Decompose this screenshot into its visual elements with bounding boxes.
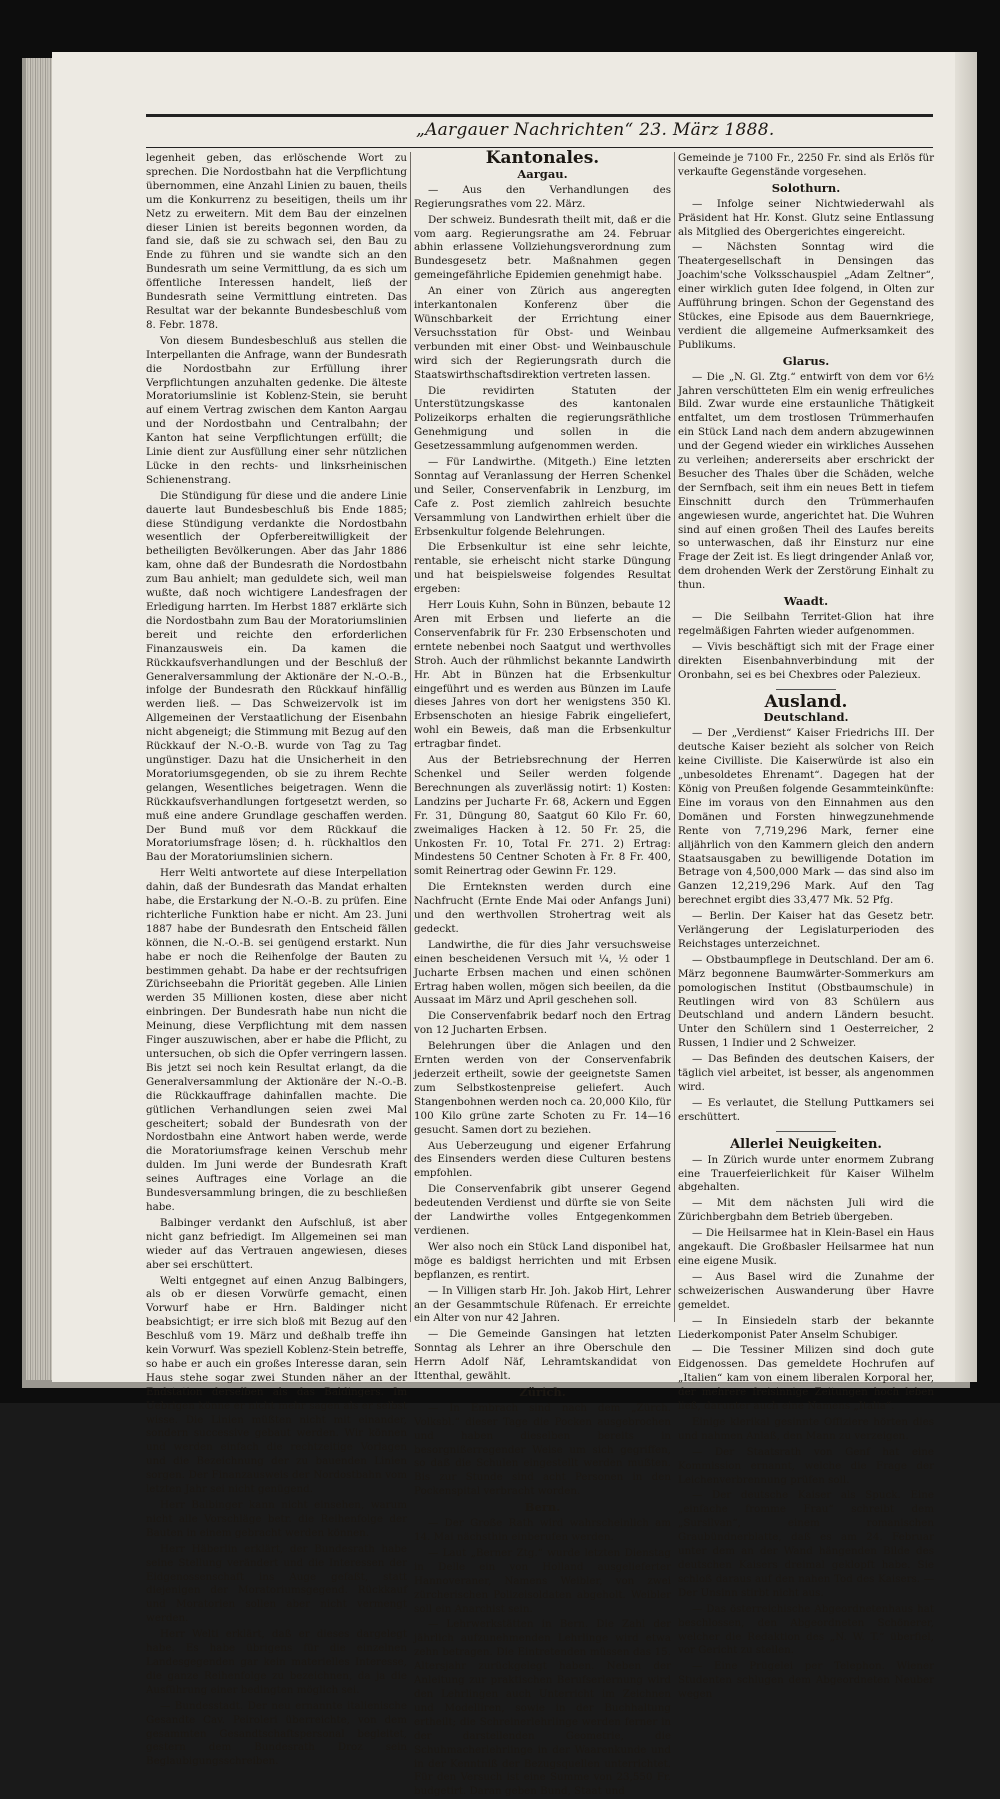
paragraph: — Der „Verdienst“ Kaiser Friedrichs III. Der deutsche Kaiser bezieht als solcher von Reich keine Civilliste. Die Kaiserwürde ist also ein „unbesoldetes Ehrenamt“. Dagegen hat der König von Preußen folgende Gesammteinkünfte: Eine im voraus von den Einnahmen aus den Domänen und Forsten hinwegzunehmende Rente von 7,719,296 Mark, ferner eine alljährlich von den Kammern gleich den andern Staatsausgaben zu bewilligende Dotation im Betrage von 4,500,000 Mark — das sind also im Ganzen 12,219,296 Mark. Auf den Tag berechnet ergibt dies 33,477 Mk. 52 Pfg. [678, 727, 934, 907]
section-heading-kantonales: Kantonales. [485, 148, 600, 168]
paragraph: — Laut „Berner Ztg.“ wurde letzten Dienstag in Delle ein von Holland ausgelieferter Hannoveraner, Namens Weibler, von zwei zürcherischen Polizeisoldaten abgeholt. Weibler soll ein Anarchist sein. [414, 1546, 671, 1615]
paragraph: Der schweiz. Bundesrath theilt mit, daß er die vom aarg. Regierungsrathe am 24. Februar abhin erlassene Vollziehungsverordnung zum Bundesgesetz betr. Maßnahmen gegen gemeingefährliche Epidemien genehmigt habe. [414, 213, 671, 282]
section-heading-ausland: Ausland. [764, 691, 848, 712]
paragraph: — Infolge seiner Nichtwiederwahl als Präsident hat Hr. Konst. Glutz seine Entlassung als Mitglied des Obergerichtes eingereicht. [678, 197, 934, 238]
paragraph: Die revidirten Statuten der Unterstützungskasse des kantonalen Polizeikorps erhalten die regierungsräthliche Genehmigung und sollen in die Gesetzessammlung aufgenommen werden. [414, 384, 671, 453]
page-right-edge [955, 52, 977, 1382]
subheading-zurich: Zürich. [519, 1384, 566, 1399]
paragraph: — Obstbaumpflege in Deutschland. Der am 6. März begonnene Baumwärter-Sommerkurs am pomologischen Institut (Obstbaumschule) in Reutlingen wird von 83 Schülern aus Deutschland und andern Ländern besucht. Unter den Schülern sind 1 Oesterreicher, 2 Russen, 1 Indier und 2 Schweizer. [678, 953, 934, 1050]
paragraph: — Das Befinden des deutschen Kaisers, der täglich viel arbeitet, ist besser, als angenommen wird. [678, 1053, 934, 1093]
column-3 [678, 152, 934, 1701]
subheading-solothurn: Solothurn. [771, 180, 841, 195]
subheading-aargau: Aargau. [517, 166, 568, 181]
paragraph: — Die Heilsarmee hat in Klein-Basel ein Haus angekauft. Die Großbasler Heilsarmee hat nun eine eigene Musik. [678, 1227, 934, 1267]
paragraph: Die Ernteknsten werden durch eine Nachfrucht (Ernte Ende Mai oder Anfangs Juni) und den werthvollen Strohertrag weit als gedeckt. [414, 881, 671, 935]
paragraph: Die Conservenfabrik bedarf noch den Ertrag von 12 Jucharten Erbsen. [414, 1010, 671, 1037]
paragraph: — Der Große Rath wird wahrscheinlich am 14. Mai nächsthin einberufen werden. [414, 1517, 671, 1543]
page-title: „Aargauer Nachrichten“ 23. März 1888. [416, 120, 775, 140]
paragraph: Einige klerikal gesinnte Offiziere hörten dies und nahmen Anlaß, den Mann zu verzeigen. [678, 1415, 934, 1442]
paragraph: — Nächsten Sonntag wird die Theatergesellschaft in Densingen das Joachim'sche Volksschauspiel „Adam Zeltner“, einer wirklich guten Idee folgend, in Olten zur Aufführung bringen. Schon der Gegenstand des Stückes, eine Episode aus dem Bauernkriege, verdient die allgemeine Aufmerksamkeit des Publikums. [678, 241, 934, 351]
paragraph: — Der deutsche Kaiser als Spuck. Eine „einfache fromme Frau“ schreibt dem „Sursilvan“, einem romanischen Graubündnerblatte, daß es am 24. Februar unter dem an der Wand hängenden Bilde des deutschen Kaisers dreimal geklopft habe. Sie schloß daraus auf den nahen Tod des Kaisers. — Der Unsinn stirbt nicht aus. [678, 1489, 934, 1599]
column-1 [146, 152, 407, 1768]
paragraph: — Aus Basel wird die Zunahme der schweizerischen Auswanderung über Havre gemeldet. [678, 1270, 934, 1311]
paragraph: — Die „N. Gl. Ztg.“ entwirft von dem vor 6½ Jahren verschütteten Elm ein wenig erfreuliches Bild. Zwar wurde eine erstaunliche Thätigkeit entfaltet, um dem trostlosen Trümmerhaufen ein Stück Land nach dem andern abzugewinnen und der Gegend wieder ein wirkliches Aussehen zu verleihen; andererseits aber erschrickt der Besucher des Thales über die Schäden, welche der Sernfbach, seit ihm ein neues Bett in tiefem Einschnitt durch den Trümmerhaufen angewiesen wurde, angerichtet hat. Die Wuhren sind auf einen großen Theil des Laufes bereits so unterwaschen, daß ihr Einsturz nur eine Frage der Zeit ist. Es liegt dringender Anlaß vor, dem drohenden Werk der Zerstörung Einhalt zu thun. [678, 370, 934, 592]
paragraph: — Bundesstadt. Der neu ernannte italienische Gesandte Cav. Peiroleri überreichte, von dem gesammten Gesandtschaftspersonal begleitet, gestern dem Bundesrath Droz sein Beglaubigungsschreiben. [146, 1699, 407, 1768]
paragraph: — Die Tessiner Milizen sind doch gute Eidgenossen. Das gemeldete Hochrufen auf „Italien“ kam von einem liberalen Korporal her, der mehrere freisinnige Zeitungen hoch leben ließ, darunter auch eine Namens „Italia“. [678, 1344, 934, 1413]
page-header [146, 114, 933, 148]
paragraph: — Die Seilbahn Territet-Glion hat ihre regelmäßigen Fahrten wieder aufgenommen. [678, 611, 934, 637]
paragraph: Gemeinde je 7100 Fr., 2250 Fr. sind als Erlös für verkaufte Gegenstände vorgesehen. [678, 152, 934, 178]
paragraph: Herr Häberlin erklärt, der Bundesrath habe seine Stellung verändert und die Interessen der Eidgenossenschaft ins Auge gefaßt, statt diejenigen der Moratoriumsgegend. Rückkauf und Moratorien sollen aber nicht vermengt werden. [146, 1542, 407, 1625]
column-2 [414, 148, 671, 1798]
paragraph: Herr Welti antwortete auf diese Interpellation dahin, daß der Bundesrath das Mandat erhalten habe, die Erstarkung der N.-O.-B. zu prüfen. Eine richterliche Funktion habe er nicht. Am 23. Juni 1887 habe der Bundesrath den Entscheid fällen können, die N.-O.-B. sei genügend erstarkt. Nun habe er noch die Reihenfolge der Bauten zu bestimmen gehabt. Da habe er der rechtsufrigen Zürichseebahn die Priorität gegeben. Alle Linien werden 35 Millionen kosten, diese aber nicht einbringen. Der Bundesrath habe nun nicht die Meinung, diese Verpflichtung mit dem nassen Finger auszuwischen, aber er habe die Pflicht, zu untersuchen, ob sich die Opfer verringern lassen. Bis jetzt sei noch kein Resultat erlangt, da die Generalversammlung der Aktionäre der N.-O.-B. die Rückkauffrage dahinfallen machte. Die gütlichen Verhandlungen seien zwei Mal gescheitert; sobald der Bundesrath von der Nordostbahn eine Antwort haben werde, werde die Moratoriumsfrage keinen Verschub mehr dulden. Im Juni werde der Bundesrath Kraft seines Auftrages eine Vorlage an die Bundesversammlung bringen, die zu beschließen habe. [146, 867, 407, 1213]
paragraph: Aus der Betriebsrechnung der Herren Schenkel und Seiler werden folgende Berechnungen als zuverlässig notirt: 1) Kosten: Landzins per Jucharte Fr. 68, Ackern und Eggen Fr. 31, Düngung 80, Saatgut 60 Kilo Fr. 60, zweimaliges Hacken à 12. 50 Fr. 25, die Unkosten Fr. 10, Total Fr. 271. 2) Ertrag: Mindestens 50 Centner Schoten à Fr. 8 Fr. 400, somit Reinertrag oder Gewinn Fr. 129. [414, 754, 671, 878]
paragraph: — Mit dem nächsten Juli wird die Zürichbergbahn dem Betrieb übergeben. [678, 1197, 934, 1224]
paragraph: Landwirthe, die für dies Jahr versuchsweise einen bescheidenen Versuch mit ¼, ½ oder 1 Jucharte Erbsen machen und einen schönen Ertrag haben wollen, mögen sich beeilen, da die Aussaat im März und April geschehen soll. [414, 938, 671, 1007]
paragraph: — Lehrwerkstätten in Bern. Die Zahl der jährlich aufzunehmenden Lehrlinge wird etwa zehn betragen. Die Eintretenden müssen das 15. Altersjahr zurückgelegt haben. Neben der Anleitung zur praktischen Berufserlernung wird den Lehrlingen auch Unterricht im Zeichnen und Modelliren, sowie in der Buchhaltung ertheilt; die Schreinerlehrlinge werden ferner in der darstellenden Geometrie, die Schuhmacherlehrlinge in der Waarenkunde und in der Kenntniß der Bezugsquellen unterrichtet. Für den Versuch ist eine Summe von 23,550 Fr. budgetirt. Daran geben Bund, Staat und [414, 1618, 671, 1798]
paragraph: Belehrungen über die Anlagen und den Ernten werden von der Conservenfabrik jederzeit ertheilt, sowie der geeignetste Samen zum Selbstkostenpreise geliefert. Auch Stangenbohnen werden noch ca. 20,000 Kilo, für 100 Kilo grüne zarte Schoten zu Fr. 14—16 gesucht. Samen dort zu beziehen. [414, 1040, 671, 1136]
book-page-edges [26, 58, 54, 1380]
subheading-glarus: Glarus. [782, 353, 830, 368]
paragraph: legenheit geben, das erlöschende Wort zu sprechen. Die Nordostbahn hat die Verpflichtung übernommen, eine Anzahl Linien zu bauen, theils um die Konkurrenz zu beseitigen, theils um ihr Netz zu erweitern. Mit dem Bau der einzelnen dieser Linien ist bereits begonnen worden, da fand sie, daß sie zu schwach sei, den Bau zu Ende zu führen und sie wandte sich an den Bundesrath um seine Vermittlung, da es sich um öffentliche Interessen handelt, ließ der Bundesrath seine Vermittlung eintreten. Das Resultat war der bekannte Bundesbeschluß vom 8. Febr. 1878. [146, 152, 407, 331]
paragraph: — Die Gemeinde Gansingen hat letzten Sonntag als Lehrer an ihre Oberschule den Herrn Adolf Näf, Lehramtskandidat von Ittenthal, gewählt. [414, 1328, 671, 1383]
paragraph: Die Conservenfabrik gibt unserer Gegend bedeutenden Verdienst und dürfte sie von Seite der Landwirthe volles Entgegenkommen verdienen. [414, 1183, 671, 1237]
paragraph: — Für Landwirthe. (Mitgeth.) Eine letzten Sonntag auf Veranlassung der Herren Schenkel und Seiler, Conservenfabrik in Lenzburg, im Cafe z. Post ziemlich zahlreich besuchte Versammlung von Landwirthen erhielt über die Erbsenkultur folgende Belehrungen. [414, 456, 671, 538]
paragraph: An einer von Zürich aus angeregten interkantonalen Konferenz über die Wünschbarkeit der Errichtung einer Versuchsstation für Obst- und Weinbau verbunden mit einer Obst- und Weinbauschule wird sich der Regierungsrath durch die Staatswirthschaftsdirektion vertreten lassen. [414, 285, 671, 381]
separator-rule [776, 1131, 836, 1132]
paragraph: Die Erbsenkultur ist eine sehr leichte, rentable, sie erheischt nicht starke Düngung und hat beispielsweise folgendes Resultat ergeben: [414, 541, 671, 596]
paragraph: Von diesem Bundesbeschluß aus stellen die Interpellanten die Anfrage, wann der Bundesrath die Nordostbahn zur Erfüllung ihrer Verpflichtungen anzuhalten gedenke. Die älteste Moratoriumslinie ist Koblenz-Stein, sie beruht auf einem Vertrag zwischen dem Kanton Aargau und der Nordostbahn und Centralbahn; der Kanton hat seine Verpflichtungen erfüllt; die Linie dient zur Ausfüllung einer sehr nützlichen Lücke in den rechts- und linksrheinischen Schienenstrang. [146, 334, 407, 486]
paragraph: Wer also noch ein Stück Land disponibel hat, möge es baldigst herrichten und mit Erbsen bepflanzen, es rentirt. [414, 1240, 671, 1281]
paragraph: — In Zürich wurde unter enormem Zubrang eine Trauerfeierlichkeit für Kaiser Wilhelm abgehalten. [678, 1153, 934, 1194]
paragraph: Herr Louis Kuhn, Sohn in Bünzen, bebaute 12 Aren mit Erbsen und lieferte an die Conservenfabrik für Fr. 230 Erbsenschoten und erntete nebenbei noch Saatgut und werthvolles Stroh. Auch der rühmlichst bekannte Landwirth Hr. Abt in Bünzen hat die Erbsenkultur eingeführt und es werden aus Bünzen im Laufe dieses Jahres von dort her wenigstens 350 Kl. Erbsenschoten an hiesige Fabrik eingeliefert, wohl ein Beweis, daß man die Erbsenkultur ertragbar findet. [414, 599, 671, 751]
subheading-deutschland: Deutschland. [763, 710, 849, 725]
paragraph: — Berlin. Der Kaiser hat das Gesetz betr. Verlängerung der Legislaturperioden des Reichstages unterzeichnet. [678, 910, 934, 950]
subheading-bern: Bern. [524, 1500, 561, 1515]
paragraph: Aus Ueberzeugung und eigener Erfahrung des Einsenders werden diese Culturen bestens empfohlen. [414, 1139, 671, 1180]
paragraph: — Eine Prügelei per Telephon. Wiener Studenten schlugen dem Abgeordneten Neuber wegen [678, 1660, 934, 1701]
paragraph: — Es verlautet, die Stellung Puttkamers sei erschüttert. [678, 1096, 934, 1123]
column-rule-2 [674, 152, 675, 1322]
paragraph: — Der Staatsrath von Genf hat eine Kommission ernannt, welche die Frage der Leichenverbrennung prüfen soll. [678, 1445, 934, 1486]
section-heading-allerlei: Allerlei Neuigkeiten. [730, 1136, 882, 1152]
subheading-waadt: Waadt. [783, 594, 829, 609]
paragraph: — In Embrach sind nach dem „Zürch. Volksbl.“ dieser Tage die Pocken ausgebrochen und haben dieselben bereits in besorgnißerregender Weise um sich gegriffen, so daß die Schulen eingestellt werden mußten. Bis zur Stunde sind acht Personen in den Pockenspital verbracht worden. [414, 1401, 671, 1498]
paragraph: Herr Balbinger kann nicht einsehen, warum nicht alle Vorschläge betr. die Reihenfolge der Bauten in einem gebracht werden können. [146, 1499, 407, 1539]
paragraph: Welti entgegnet auf einen Anzug Balbingers, als ob er diesen Vorwürfe gemacht, einen Vorwurf habe er Hrn. Baldinger nicht beabsichtigt; er irre sich bloß mit Bezug auf den Beschluß vom 19. März und deßhalb treffe ihn kein Vorwurf. Was speziell Koblenz-Stein betreffe, so habe er auch ein großes Interesse daran, sein Haus stehe sogar zwei Stunden näher an der Endstation derselben als das Baldingers. Im Uebrigen könne er nicht mehr sagen als er selbst wisse. Die Linien müßten nicht mit einander, sondern successive gebaut werden. Wir können und werden einfach die rechtzeitige Vorlagen und die Bezeichnung der zu bauenden Linien sorgen. Der Finanzausweis der Nordostbahn vom letzten Jahr sei nicht genügend. [146, 1274, 407, 1496]
column-rule-1 [410, 152, 411, 1322]
separator-rule [776, 689, 836, 690]
paragraph: — Das österreichische Abgeordnetenhaus hat beschlossen, den Abgeordneten Schönerer, welcher die Redaktion des „N. W. T.“ überfiel, vor Gericht zu stellen. [678, 1602, 934, 1657]
paragraph: — In Einsiedeln starb der bekannte Liederkomponist Pater Anselm Schubiger. [678, 1314, 934, 1341]
paragraph: Balbinger verdankt den Aufschluß, ist aber nicht ganz befriedigt. Im Allgemeinen sei man wieder auf das Vertrauen angewiesen, dieses aber sei erschüttert. [146, 1216, 407, 1271]
paragraph: Herr Welti erklärt, daß er dieses dargelegt habe. Es habe übrigens für die einzelnen Landesgegenden gar kein materielles Interesse, die ganze Reihenfolge zu bezeichnen, da ja die Ausführung einer bedingten möglich sei. [146, 1628, 407, 1696]
paragraph: — Aus den Verhandlungen des Regierungsrathes vom 22. März. [414, 183, 671, 210]
paragraph: — Vivis beschäftigt sich mit der Frage einer direkten Eisenbahnverbindung mit der Oronbahn, sei es bei Chexbres oder Palezieux. [678, 640, 934, 681]
paragraph: Die Stündigung für diese und die andere Linie dauerte laut Bundesbeschluß bis Ende 1885; diese Stündigung verdankte die Nordostbahn wesentlich der Opferbereitwilligkeit der betheiligten Bevölkerungen. Aber das Jahr 1886 kam, ohne daß der Bundesrath die Nordostbahn zum Bau anhielt; man geduldete sich, weil man wußte, daß noch wichtigere Landesfragen der Erledigung harrten. Im Herbst 1887 erklärte sich die Nordostbahn zum Bau der Moratoriumslinien bereit und reichte den erforderlichen Finanzausweis ein. Da kamen die Rückkaufsverhandlungen und der Beschluß der Generalversammlung der Aktionäre der N.-O.-B., infolge der Bundesrath den Rückkauf hinfällig werden ließ. — Das Schweizervolk ist im Allgemeinen der Verstaatlichung der Eisenbahn nicht abgeneigt; die Stimmung mit Bezug auf den Rückkauf der N.-O.-B. wurde von Tag zu Tag ungünstiger. Dazu hat die Unsicherheit in den Moratoriumsgegenden, ob sie zu ihrem Rechte gelangen, Wesentliches beigetragen. Wenn die Rückkaufsverhandlungen fortgesetzt werden, so muß eine andere Grundlage geschaffen werden. Der Bund muß vor dem Rückkauf die Moratoriumsfrage lösen; d. h. rückhaltlos den Bau der Moratoriumslinien sichern. [146, 489, 407, 864]
paragraph: — In Villigen starb Hr. Joh. Jakob Hirt, Lehrer an der Gesammtschule Rüfenach. Er erreichte ein Alter von nur 42 Jahren. [414, 1284, 671, 1325]
